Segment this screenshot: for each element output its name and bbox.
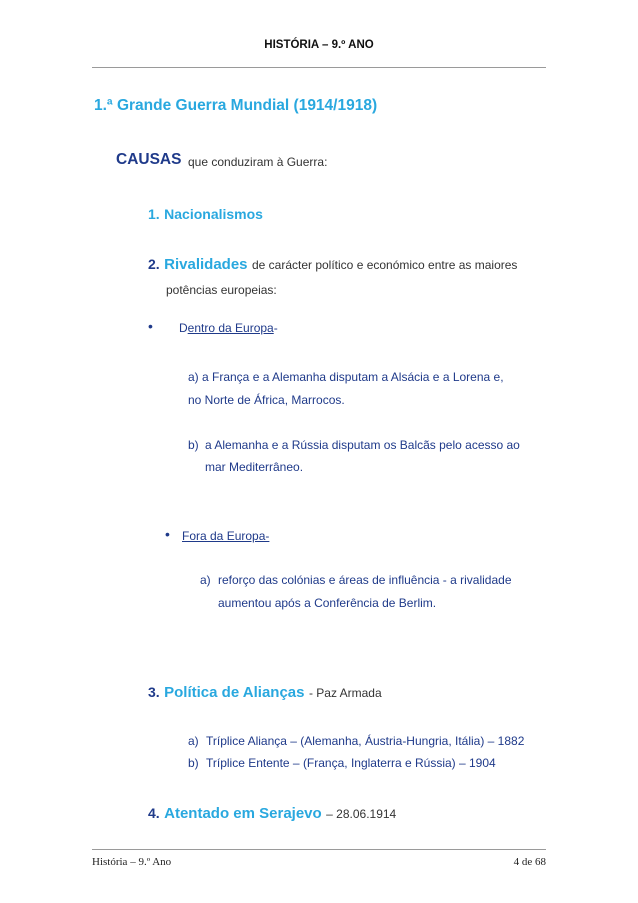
cause-3-title: Política de Alianças (164, 684, 305, 701)
inside-europe-label (179, 321, 278, 335)
cause-3-desc: - Paz Armada (308, 686, 382, 700)
cause-item-4 (148, 805, 396, 823)
cause-4-desc: – 28.06.1914 (326, 807, 397, 821)
cause-2-desc-line1: de carácter político e económico entre as maiores (251, 258, 518, 272)
outside-europe-a-line1: reforço das colónias e áreas de influência - a rivalidade (218, 573, 512, 587)
inside-europe-b-line2: mar Mediterrâneo. (205, 460, 304, 474)
cause-item-3 (148, 684, 382, 702)
outside-europe-label[interactable]: Fora da Europa- (182, 529, 270, 543)
footer-divider (92, 849, 546, 850)
cause-4-number: 4. (148, 805, 160, 821)
cause-2-number: 2. (148, 256, 160, 272)
cause-2-title: Rivalidades (164, 256, 248, 273)
cause-1-title: Nacionalismos (164, 206, 263, 222)
causes-label: CAUSAS (116, 151, 182, 168)
cause-1-number: 1. (148, 206, 160, 222)
outside-europe-a-prefix: a) (200, 573, 211, 587)
cause-4-title: Atentado em Serajevo (164, 805, 322, 822)
cause-item-1 (148, 206, 263, 224)
inside-europe-label-suffix: - (273, 321, 278, 335)
footer-left: História – 9.º Ano (92, 856, 172, 868)
bullet-outside-europe: • (165, 526, 170, 542)
inside-europe-label-link[interactable]: entro da Europa (187, 321, 274, 335)
inside-europe-b-line1: a Alemanha e a Rússia disputam os Balcãs pelo acesso ao (205, 438, 520, 452)
section-title: 1.ª Grande Guerra Mundial (1914/1918) (94, 97, 378, 114)
inside-europe-b-prefix: b) (188, 438, 199, 452)
inside-europe-a-line2: no Norte de África, Marrocos. (188, 393, 345, 407)
bullet-inside-europe: • (148, 318, 153, 334)
outside-europe-a-line2: aumentou após a Conferência de Berlim. (218, 596, 437, 610)
inside-europe-a-line1: a) a França e a Alemanha disputam a Alsácia e a Lorena e, (188, 370, 504, 384)
inside-europe-label-initial: D (179, 321, 188, 335)
cause-item-2 (148, 256, 517, 274)
cause-3-number: 3. (148, 684, 160, 700)
causes-intro: que conduziram à Guerra: (188, 155, 328, 169)
alliance-b-text: Tríplice Entente – (França, Inglaterra e Rússia) – 1904 (206, 756, 496, 770)
header-divider (92, 67, 546, 68)
cause-2-desc-line2: potências europeias: (166, 283, 277, 297)
alliance-a-prefix: a) (188, 734, 199, 748)
page-header: HISTÓRIA – 9.º ANO (264, 39, 374, 51)
alliance-a-text: Tríplice Aliança – (Alemanha, Áustria-Hungria, Itália) – 1882 (206, 734, 525, 748)
alliance-b-prefix: b) (188, 756, 199, 770)
page-number: 4 de 68 (513, 856, 546, 868)
